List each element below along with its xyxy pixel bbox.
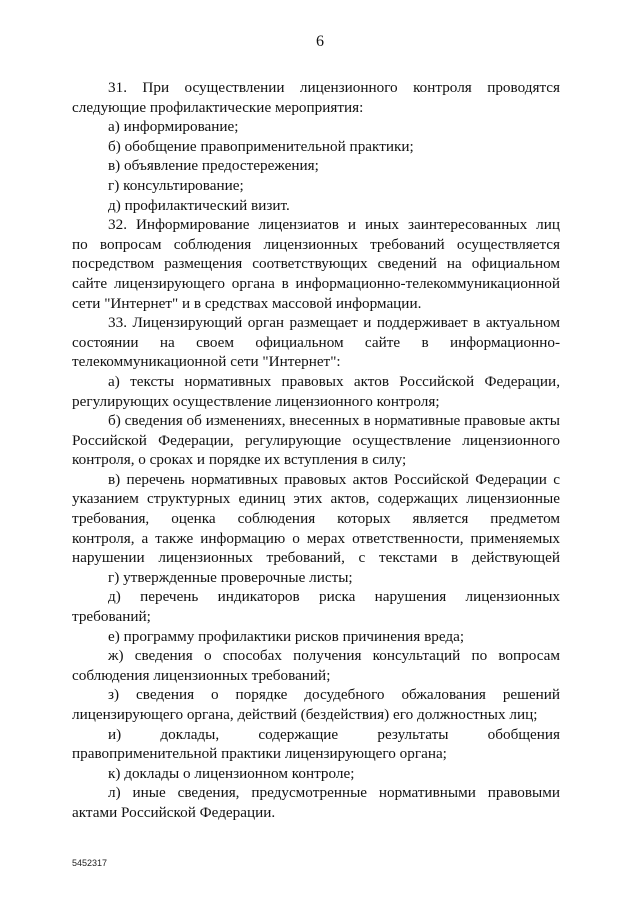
text-line: следующие профилактические мероприятия:	[72, 98, 364, 116]
text-line: состоянии на своем официальном сайте в информационно-	[72, 333, 560, 351]
text-line: в) перечень нормативных правовых актов Российской Федерации с	[108, 470, 560, 488]
text-line: телекоммуникационной сети "Интернет":	[72, 353, 341, 371]
text-line: г) консультирование;	[108, 176, 244, 194]
document-footer-id: 5452317	[72, 858, 108, 868]
text-line: соблюдения лицензионных требований;	[72, 666, 331, 684]
text-line: требования, оценка соблюдения которых является предметом	[72, 510, 560, 528]
text-line: Российской Федерации, регулирующие осуществление лицензионного	[72, 431, 560, 449]
text-line: 33. Лицензирующий орган размещает и поддерживает в актуальном	[108, 314, 560, 332]
text-line: е) программу профилактики рисков причинения вреда;	[108, 627, 465, 645]
text-line: ж) сведения о способах получения консультаций по вопросам	[108, 647, 560, 665]
text-line: а) информирование;	[108, 118, 239, 136]
text-line: д) профилактический визит.	[108, 196, 290, 214]
text-line: указанием структурных единиц этих актов, содержащих лицензионные	[72, 490, 560, 508]
text-line: з) сведения о порядке досудебного обжалования решений	[108, 686, 560, 704]
text-line: сайте лицензирующего органа в информационно-телекоммуникационной	[72, 274, 560, 292]
text-line: контроля, а также информацию о мерах ответственности, применяемых	[72, 529, 560, 547]
text-line: а) тексты нормативных правовых актов Российской Федерации,	[108, 372, 560, 390]
text-line: регулирующих осуществление лицензионного контроля;	[72, 392, 440, 410]
text-line: сети "Интернет" и в средствах массовой информации.	[72, 294, 422, 312]
text-line: 31. При осуществлении лицензионного контроля проводятся	[108, 79, 560, 96]
text-line: контроля, о сроках и порядке их вступления в силу;	[72, 451, 407, 469]
text-line: нарушении лицензионных требований, с текстами в действующей	[72, 549, 560, 567]
text-line: к) доклады о лицензионном контроле;	[108, 764, 355, 782]
text-line: д) перечень индикаторов риска нарушения лицензионных	[108, 588, 560, 606]
page-number: 6	[316, 33, 324, 50]
text-line: б) обобщение правоприменительной практики;	[108, 137, 414, 155]
text-line: правоприменительной практики лицензирующего органа;	[72, 745, 447, 763]
text-line: посредством размещения соответствующих сведений на официальном	[72, 255, 560, 273]
text-line: лицензирующего органа, действий (бездействия) его должностных лиц;	[72, 706, 538, 723]
text-line: г) утвержденные проверочные листы;	[108, 568, 353, 586]
text-line: актами Российской Федерации.	[72, 803, 276, 821]
text-line: и) доклады, содержащие результаты обобщения	[108, 725, 560, 743]
text-line: б) сведения об изменениях, внесенных в нормативные правовые акты	[108, 412, 560, 430]
text-line: 32. Информирование лицензиатов и иных заинтересованных лиц	[108, 216, 560, 234]
text-line: требований;	[72, 608, 151, 626]
document-body	[72, 78, 560, 823]
text-line: по вопросам соблюдения лицензионных требований осуществляется	[72, 235, 560, 253]
text-line: л) иные сведения, предусмотренные нормативными правовыми	[108, 784, 560, 802]
text-line: в) объявление предостережения;	[108, 157, 319, 175]
